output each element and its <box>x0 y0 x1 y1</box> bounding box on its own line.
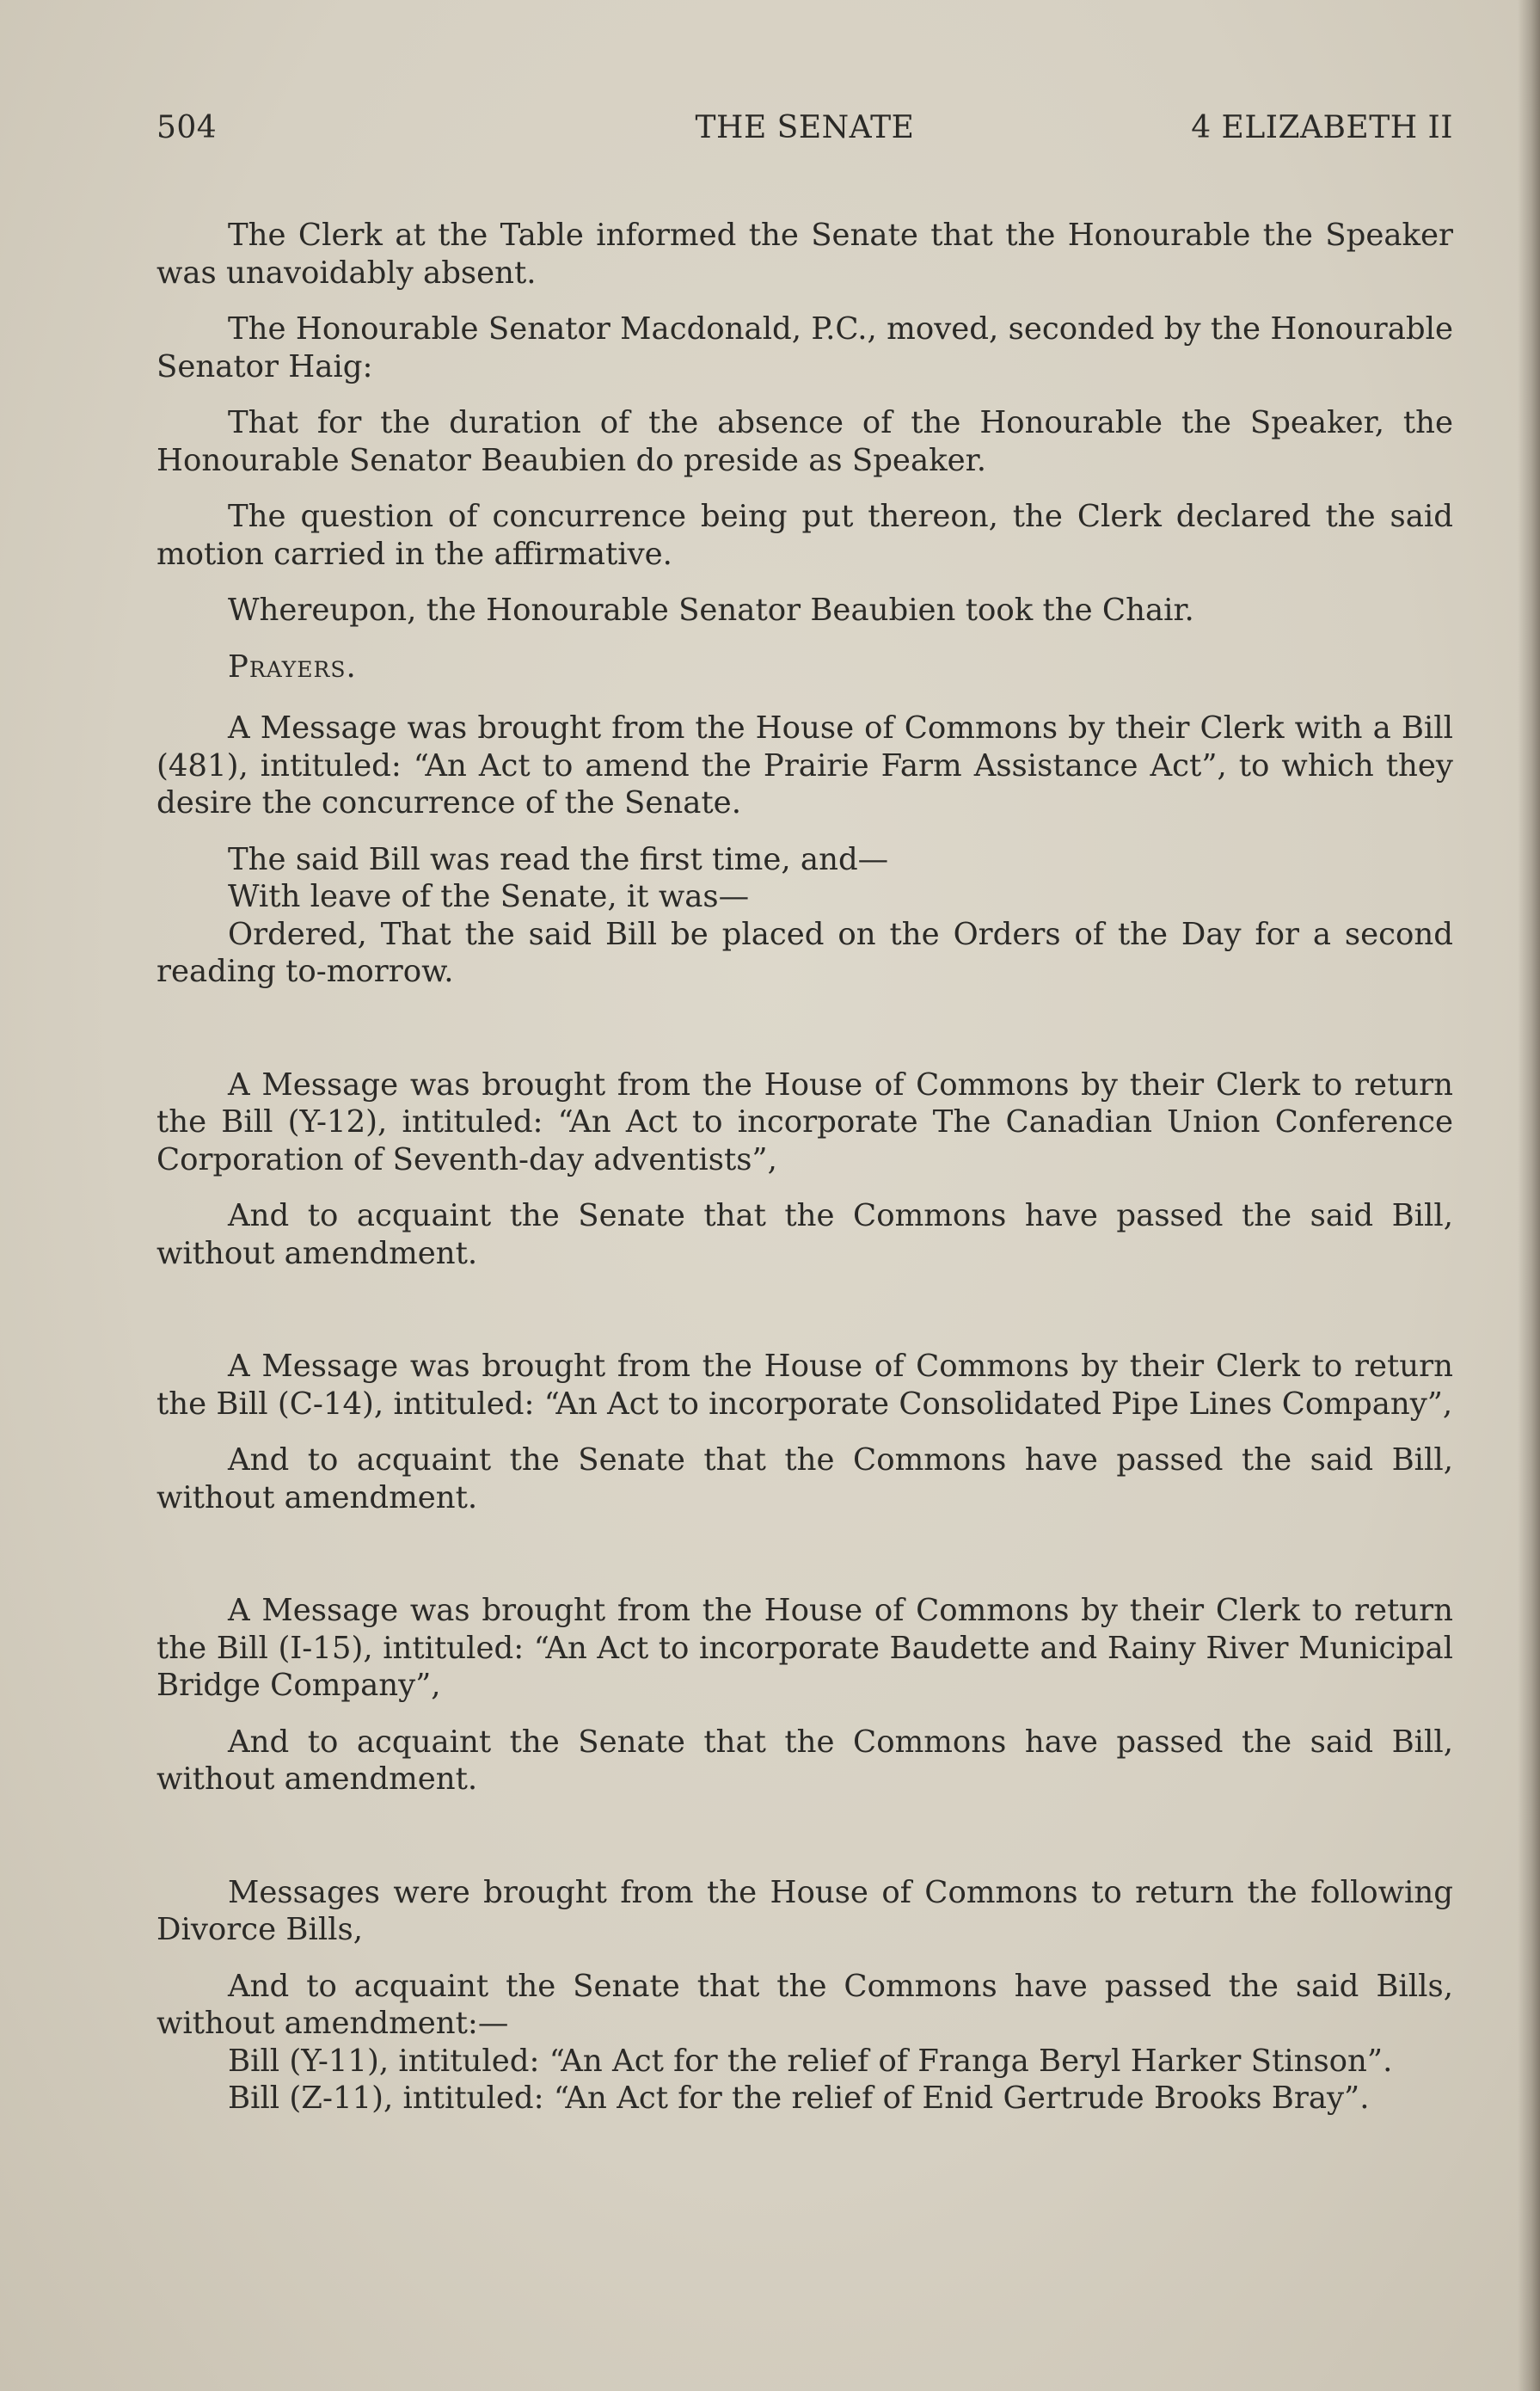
paragraph: With leave of the Senate, it was— <box>228 879 750 914</box>
paragraph: The Clerk at the Table informed the Senate that the Honourable the Speaker was unavoidably absent. <box>156 218 1453 291</box>
paragraph: And to acquaint the Senate that the Commons have passed the said Bill, without amendment. <box>156 1198 1453 1271</box>
paragraph: That for the duration of the absence of the Honourable the Speaker, the Honourable Senator Beaubien do preside as Speaker. <box>156 405 1453 478</box>
running-header <box>156 110 1453 151</box>
paragraph: Whereupon, the Honourable Senator Beaubien took the Chair. <box>228 593 1194 628</box>
paragraph: A Message was brought from the House of Commons by their Clerk with a Bill (481), intituled: “An Act to amend the Prairie Farm Assistance Act”, to which they desire the concurrence of the Senate. <box>156 710 1453 821</box>
journal-title: THE SENATE <box>695 110 915 145</box>
prayers-heading: Prayers. <box>228 648 357 685</box>
paragraph: The said Bill was read the first time, and— <box>228 841 889 877</box>
paragraph: And to acquaint the Senate that the Commons have passed the said Bills, without amendment:— <box>156 1968 1453 2041</box>
paragraph: Bill (Y-11), intituled: “An Act for the relief of Franga Beryl Harker Stinson”. <box>228 2043 1393 2079</box>
paragraph: Messages were brought from the House of Commons to return the following Divorce Bills, <box>156 1874 1453 1947</box>
page-number: 504 <box>156 110 218 145</box>
journal-body <box>156 217 1453 2117</box>
paragraph: And to acquaint the Senate that the Commons have passed the said Bill, without amendment. <box>156 1442 1453 1515</box>
paragraph: The Honourable Senator Macdonald, P.C., moved, seconded by the Honourable Senator Haig: <box>156 311 1453 384</box>
session-label: 4 ELIZABETH II <box>1191 110 1453 145</box>
paragraph: And to acquaint the Senate that the Commons have passed the said Bill, without amendment. <box>156 1724 1453 1797</box>
paragraph: A Message was brought from the House of Commons by their Clerk to return the Bill (Y-12), intituled: “An Act to incorporate The Canadian Union Conference Corporation of Seventh-day adventists”, <box>156 1066 1453 1177</box>
paragraph: The question of concurrence being put thereon, the Clerk declared the said motion carried in the affirmative. <box>156 499 1453 572</box>
paragraph: A Message was brought from the House of Commons by their Clerk to return the Bill (I-15), intituled: “An Act to incorporate Baudette and Rainy River Municipal Bridge Company”, <box>156 1593 1453 1703</box>
paragraph: A Message was brought from the House of Commons by their Clerk to return the Bill (C-14), intituled: “An Act to incorporate Consolidated Pipe Lines Company”, <box>156 1349 1453 1422</box>
paragraph: Ordered, That the said Bill be placed on the Orders of the Day for a second reading to-morrow. <box>156 916 1453 989</box>
page-edge-shadow <box>1518 0 1540 2391</box>
paragraph: Bill (Z-11), intituled: “An Act for the relief of Enid Gertrude Brooks Bray”. <box>228 2081 1370 2116</box>
